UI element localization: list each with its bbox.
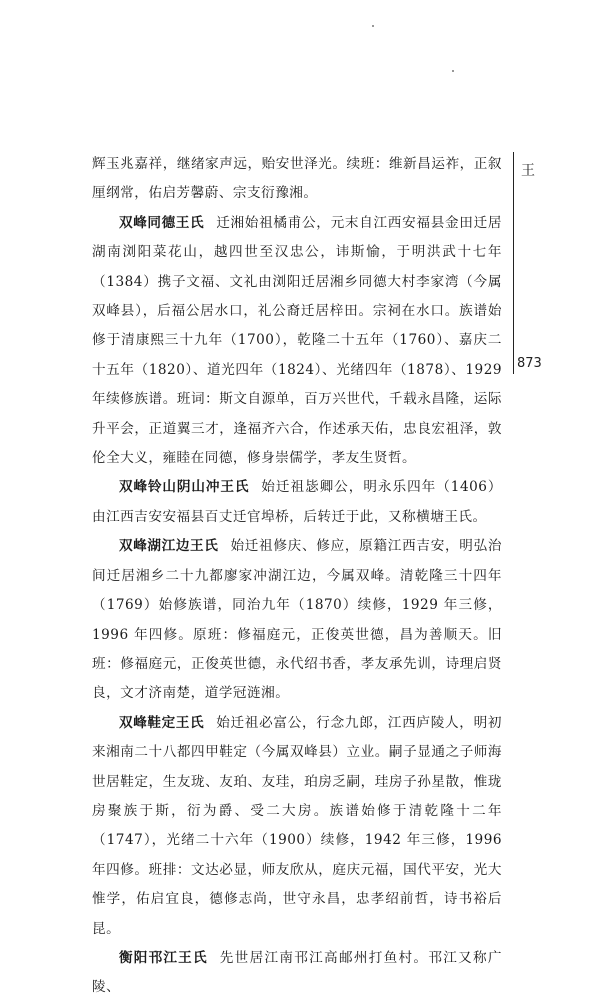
clan-entry-hengyang-hanjiang — [92, 944, 502, 1003]
side-tab-rule — [513, 152, 514, 374]
paragraph-text: 始迁祖毖卿公，明永乐四年（1406）由江西吉安安福县百丈迁官埠桥，后转迁于此，又称横塘王氏。 — [92, 479, 502, 525]
paragraph-text: 始迁祖修庆、修应，原籍江西吉安，明弘治间迁居湘乡二十九都廖家冲湖江边，今属双峰。清乾隆三十四年（1769）始修族谱，同治九年（1870）续修，1929 年三修，1996 年四修。原班：修福庭元，正俊英世德，昌为善顺天。旧班：修福庭元，正俊英世德，永代绍书香，孝友承先训，诗理启贤良，文才济南楚，道学冠涟湘。 — [92, 538, 502, 702]
page-number: 873 — [517, 356, 542, 371]
paragraph-text: 辉玉兆嘉祥，继绪家声远，贻安世泽光。续班：维新昌运祚，正叙厘纲常，佑启芳馨蔚、宗支衍豫湘。 — [92, 156, 502, 202]
scan-speck — [372, 25, 374, 27]
clan-heading: 双峰同德王氏 — [119, 214, 205, 231]
clan-entry-shuangfeng-hujiangbian — [92, 532, 502, 708]
scan-speck — [452, 70, 454, 72]
paragraph-text: 先世居江南邗江高邮州打鱼村。邗江又称广陵、 — [92, 949, 502, 996]
clan-heading: 双峰鞋定王氏 — [119, 714, 205, 731]
clan-heading: 双峰湖江边王氏 — [119, 538, 219, 555]
paragraph-continuation — [92, 150, 502, 209]
clan-entry-shuangfeng-tongde — [92, 209, 502, 474]
page-body — [92, 150, 502, 1003]
clan-entry-shuangfeng-lingshan — [92, 473, 502, 532]
clan-heading: 双峰铃山阴山冲王氏 — [119, 479, 250, 496]
side-tab-surname: 王 — [521, 163, 535, 179]
paragraph-text: 始迁祖必富公，行念九郎，江西庐陵人，明初来湘南二十八都四甲鞋定（今属双峰县）立业。嗣子显通之子师海世居鞋定，生友珑、友珀、友珪，珀房乏嗣，珪房子孙星散，惟珑房聚族于斯，衍为爵、受二大房。族谱始修于清乾隆十二年（1747），光绪二十六年（1900）续修，1942 年三修，1996 年四修。班排：文达必显，师友欣从，庭庆元福，国代平安，光大惟学，佑启宜良，德修志尚，世守永昌，忠孝绍前哲，诗书裕后昆。 — [92, 714, 502, 937]
paragraph-text: 迁湘始祖橘甫公，元末自江西安福县金田迁居湖南浏阳菜花山，越四世至汉忠公，讳斯愉，于明洪武十七年（1384）携子文福、文礼由浏阳迁居湘乡同德大村李家湾（今属双峰县），后福公居水口，礼公裔迁居梓田。宗祠在水口。族谱始修于清康熙三十九年（1700），乾隆二十五年（1760）、嘉庆二十五年（1820）、道光四年（1824）、光绪四年（1878）、1929 年续修族谱。班词：斯文自源单，百万兴世代，千载永昌隆，运际升平会，正道翼三才，逢福齐六合，作述承天佑，忠良宏祖泽，敦伦全大义，雍睦在同德，修身崇儒学，孝友生贤哲。 — [92, 214, 502, 467]
clan-heading: 衡阳邗江王氏 — [119, 949, 208, 966]
